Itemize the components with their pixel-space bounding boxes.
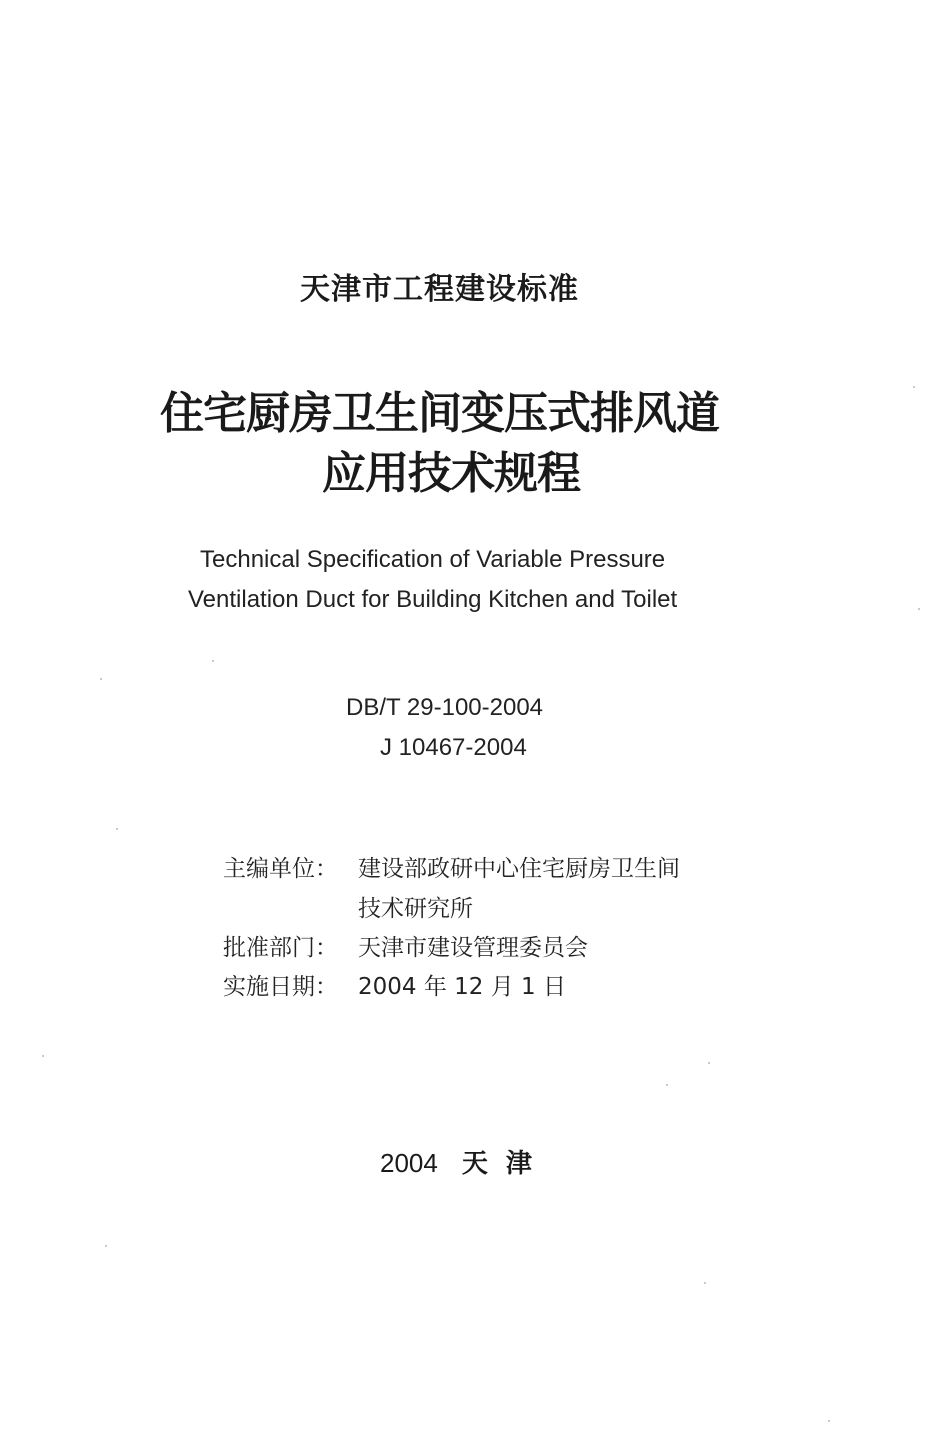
scan-speck <box>666 1084 668 1086</box>
scan-speck <box>212 660 214 662</box>
j-registration-code: J 10467-2004 <box>380 734 527 761</box>
scan-speck <box>105 1245 107 1247</box>
chinese-title-line-1: 住宅厨房卫生间变压式排风道 <box>160 388 719 439</box>
approver-value: 天津市建设管理委员会 <box>358 935 588 961</box>
db-standard-code: DB/T 29-100-2004 <box>346 694 544 721</box>
english-title-line-2: Ventilation Duct for Building Kitchen and Toilet <box>188 586 678 613</box>
series-title: 天津市工程建设标准 <box>300 272 579 307</box>
scan-speck <box>100 678 102 680</box>
english-title-line-1: Technical Specification of Variable Pressure <box>200 546 666 573</box>
scan-speck <box>918 608 920 610</box>
scan-speck <box>708 1062 710 1064</box>
approver-label: 批准部门： <box>223 935 338 961</box>
chinese-title-line-2: 应用技术规程 <box>322 448 580 499</box>
editor-value-line-1: 建设部政研中心住宅厨房卫生间 <box>358 856 680 882</box>
editor-label: 主编单位： <box>223 856 338 882</box>
scan-speck <box>828 1420 830 1422</box>
publication-footer <box>380 1143 580 1180</box>
scan-speck <box>42 1055 44 1057</box>
scan-speck <box>704 1282 706 1284</box>
publication-year: 2004 <box>380 1148 438 1178</box>
editor-value-line-2: 技术研究所 <box>358 896 473 922</box>
effective-date-value: 2004 年 12 月 1 日 <box>358 974 566 1000</box>
effective-date-label: 实施日期： <box>223 974 338 1000</box>
scan-speck <box>116 828 118 830</box>
scan-speck <box>913 386 915 388</box>
publication-city: 天津 <box>461 1149 550 1179</box>
